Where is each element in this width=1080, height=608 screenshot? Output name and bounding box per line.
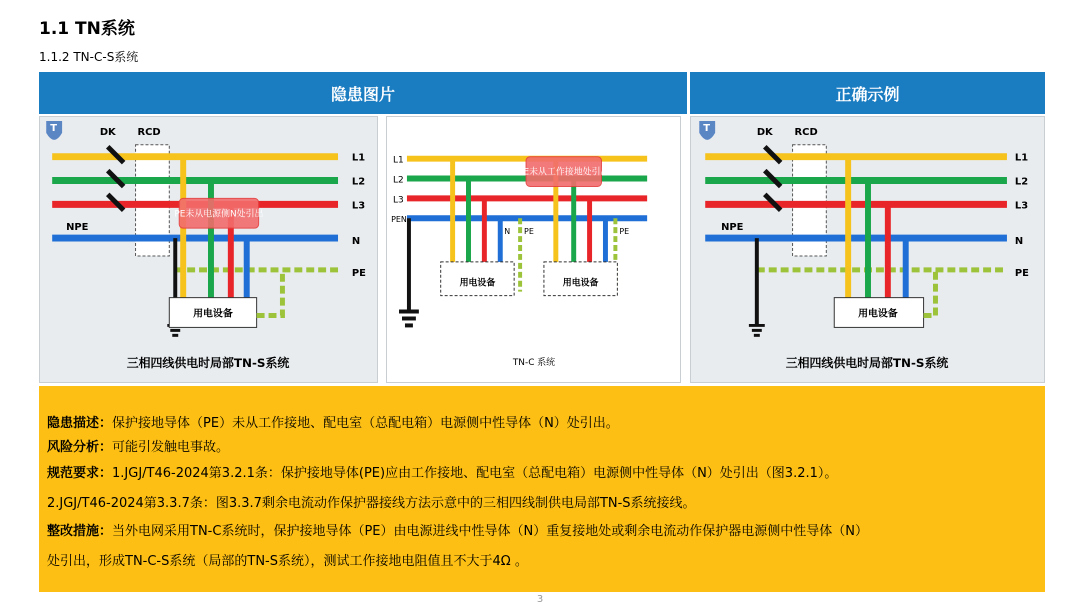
label-l2: L2	[1014, 176, 1029, 188]
hazard-description	[47, 414, 619, 434]
label-dk: DK	[756, 126, 773, 138]
hazard-diagram-b	[387, 117, 680, 382]
hazard-diagram-a	[40, 117, 377, 382]
hazard-description-text: 保护接地导体（PE）未从工作接地、配电室（总配电箱）电源侧中性导体（N）处引出。	[112, 416, 619, 431]
spec-requirement-label: 规范要求：	[47, 466, 113, 481]
correct-figure	[690, 116, 1045, 383]
caption: 三相四线供电时局部TN-S系统	[785, 356, 949, 371]
label-l2: L2	[351, 176, 366, 188]
rectification-2	[47, 552, 528, 572]
label-l1: L1	[351, 152, 366, 164]
spec-requirement-text-2: 2.JGJ/T46-2024第3.3.7条：图3.3.7剩余电流动作保护器接线方法示意中的三相四线制供电局部TN-S系统接线。	[47, 496, 696, 511]
label-n: N	[351, 236, 361, 248]
spec-requirement-2	[47, 494, 696, 514]
risk-analysis	[47, 438, 229, 458]
device-label: 用电设备	[193, 308, 233, 320]
label-npe: NPE	[66, 222, 89, 234]
page-number: 3	[536, 594, 544, 605]
label-t: T	[50, 122, 57, 134]
label-dk: DK	[99, 126, 116, 138]
correct-header: 正确示例	[690, 72, 1045, 114]
label-l3: L3	[1014, 200, 1029, 212]
label-pe-2: PE	[619, 227, 630, 237]
label-rcd: RCD	[137, 126, 161, 138]
hazard-description-label: 隐患描述：	[47, 416, 113, 431]
rectification	[47, 522, 868, 542]
label-pe: PE	[351, 267, 366, 279]
risk-analysis-text: 可能引发触电事故。	[112, 440, 230, 455]
label-rcd: RCD	[794, 126, 818, 138]
spec-requirement-text-1: 1.JGJ/T46-2024第3.2.1条：保护接地导体(PE)应由工作接地、配电室（总配电箱）电源侧中性导体（N）处引出（图3.2.1）。	[112, 466, 838, 481]
device-label-2: 用电设备	[562, 278, 599, 289]
spec-requirement	[47, 464, 837, 484]
hazard-figure-a	[39, 116, 378, 383]
label-l2: L2	[393, 175, 404, 186]
callout-text: PE未从工作接地处引出	[518, 167, 610, 178]
label-l1: L1	[393, 155, 404, 166]
callout-text: PE未从电源侧N处引出	[174, 209, 264, 220]
label-l1: L1	[1014, 152, 1029, 164]
caption: TN-C 系统	[512, 358, 556, 369]
label-npe: NPE	[721, 222, 744, 234]
label-pe: PE	[1014, 267, 1029, 279]
label-n: N	[504, 227, 511, 237]
label-pen: PEN	[391, 215, 407, 225]
rectification-label: 整改措施：	[47, 524, 113, 539]
label-l3: L3	[351, 200, 366, 212]
subsection-title: 1.1.2 TN-C-S系统	[39, 50, 139, 64]
device-label: 用电设备	[858, 308, 898, 320]
rectification-text-1: 当外电网采用TN-C系统时，保护接地导体（PE）由电源进线中性导体（N）重复接地处或剩余电流动作保护器电源侧中性导体（N）	[112, 524, 868, 539]
description-box	[39, 386, 1045, 592]
section-title: 1.1 TN系统	[39, 19, 135, 39]
correct-diagram	[691, 117, 1044, 382]
label-t: T	[703, 122, 711, 134]
label-pe-1: PE	[524, 227, 534, 237]
risk-analysis-label: 风险分析：	[47, 440, 113, 455]
rectification-text-2: 处引出，形成TN-C-S系统（局部的TN-S系统），测试工作接地电阻值且不大于4Ω 。	[47, 554, 528, 569]
caption: 三相四线供电时局部TN-S系统	[126, 356, 290, 371]
device-label-1: 用电设备	[459, 278, 496, 289]
label-l3: L3	[393, 195, 404, 206]
hazard-header: 隐患图片	[39, 72, 687, 114]
hazard-figure-b	[386, 116, 681, 383]
label-n: N	[1014, 236, 1024, 248]
